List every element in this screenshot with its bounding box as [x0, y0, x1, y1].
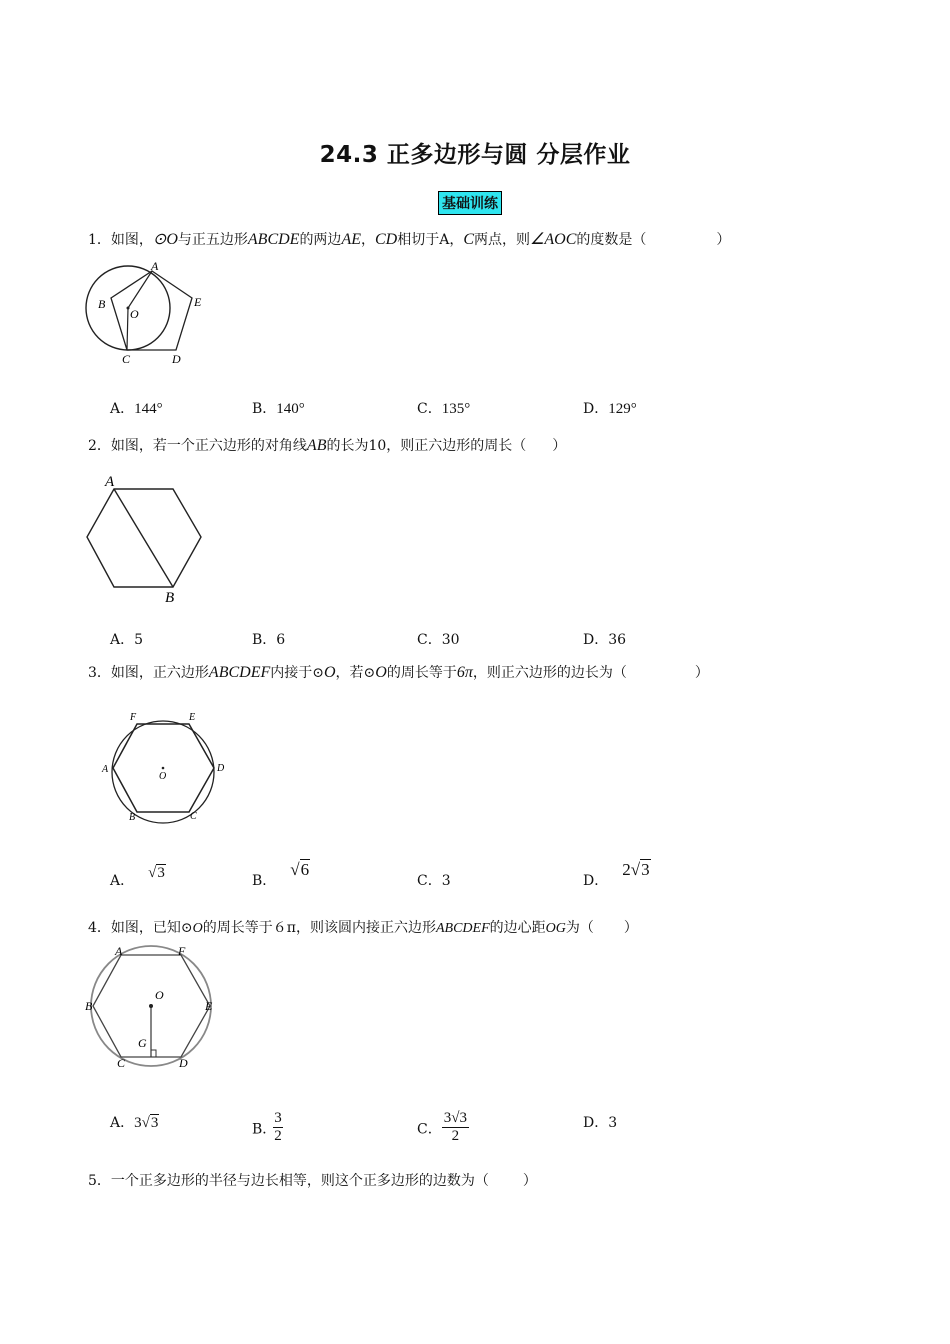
question-number: 4． [88, 920, 111, 936]
fraction-numerator: 3 [274, 1110, 282, 1126]
q-math: ABCDEF [435, 921, 490, 936]
option-letter: C． [417, 632, 442, 648]
option-value: 6 [276, 632, 286, 648]
label-c: C [117, 1056, 126, 1070]
q-text: ） [716, 232, 731, 248]
q-text: 内接于⊙ [270, 665, 324, 681]
option-value [442, 1110, 469, 1145]
option-4c [417, 1112, 469, 1147]
q-math: ∠AOC [530, 231, 577, 248]
diagonal-ab [114, 489, 173, 587]
q-text: ，若⊙ [335, 665, 376, 681]
figure-3 [100, 708, 232, 826]
label-f: F [178, 944, 186, 958]
label-b: B [85, 999, 93, 1013]
label-b: B [165, 590, 175, 606]
option-value: √6 [290, 860, 310, 879]
q-math: CD [374, 231, 398, 248]
option-letter: B． [252, 873, 277, 889]
q-text: 的周长等于 [386, 665, 457, 681]
option-2b [252, 629, 285, 649]
option-4b [252, 1112, 288, 1147]
option-3d [583, 860, 650, 890]
q-text: ） [694, 665, 709, 681]
label-e: E [194, 295, 202, 309]
q-text: 与正五边形 [177, 232, 248, 248]
q-math: O [375, 664, 387, 681]
label-o: O [159, 771, 167, 782]
sqrt-coef: 3 [443, 1110, 452, 1126]
q-text: 一个正多边形的半径与边长相等，则这个正多边形的边数为（ [110, 1173, 489, 1189]
q-text: 如图，若一个正六边形的对角线 [110, 438, 307, 454]
option-letter: C． [417, 401, 442, 417]
right-angle-mark [151, 1050, 156, 1057]
q-text: ） [552, 438, 567, 454]
option-letter: D． [583, 401, 609, 417]
section-tag: 基础训练 [438, 191, 502, 215]
option-letter: D． [583, 1115, 609, 1131]
q-text: 如图，已知⊙ [110, 920, 193, 936]
option-letter: C． [417, 1121, 442, 1138]
q-text: 两点，则 [474, 232, 531, 248]
q-math: OG [545, 921, 566, 936]
label-f: F [130, 712, 137, 723]
option-value [272, 1110, 284, 1145]
option-letter: D． [583, 873, 609, 889]
q-text: 如图，正六边形 [110, 665, 209, 681]
question-5 [88, 1170, 537, 1190]
label-a: A [105, 474, 115, 490]
figure-4 [84, 943, 224, 1071]
option-letter: B． [252, 632, 277, 648]
q-text: ） [623, 920, 638, 936]
q-math: AE [341, 231, 361, 248]
label-o: O [155, 988, 164, 1002]
figure-1 [84, 258, 214, 370]
q-text: 的长为10，则正六边形的周长（ [326, 438, 527, 454]
question-3 [88, 662, 709, 682]
label-c: C [190, 811, 197, 822]
question-number: 3． [88, 665, 111, 681]
center-point [162, 767, 165, 770]
label-e: E [189, 712, 196, 723]
option-value: 5 [134, 632, 144, 648]
option-value: 135° [441, 401, 471, 417]
option-3b [252, 860, 310, 890]
q-text: ，则正六边形的边长为（ [472, 665, 627, 681]
sqrt-radicand: 3 [157, 865, 165, 881]
question-number: 1． [88, 232, 111, 248]
q-text: 的度数是（ [576, 232, 647, 248]
fraction-denominator: 2 [451, 1128, 460, 1144]
option-1c [417, 398, 470, 418]
option-3c [417, 870, 451, 890]
sqrt-radicand: 3 [459, 1110, 467, 1126]
option-letter: A． [110, 1115, 135, 1131]
question-number: 5． [88, 1173, 111, 1189]
page-title: 24.3 正多边形与圆 分层作业 [319, 142, 631, 168]
pentagon [111, 271, 192, 350]
q-math: O [323, 664, 336, 681]
label-o: O [130, 307, 139, 321]
label-c: C [122, 352, 131, 366]
q-math: ABCDEF [208, 664, 271, 681]
option-1d [583, 398, 637, 418]
option-value: 30 [441, 632, 460, 648]
option-value: 144° [134, 401, 163, 417]
radius-oa [128, 271, 152, 308]
sqrt-radicand: 3 [641, 860, 650, 879]
option-letter: A． [110, 632, 135, 648]
option-2c [417, 629, 460, 649]
option-4d [583, 1112, 617, 1132]
center-point [149, 1004, 153, 1008]
sqrt-coef: 2 [622, 860, 631, 879]
q-text: 相切于A， [397, 232, 464, 248]
option-letter: A． [110, 873, 135, 889]
q-math: ⊙O [152, 231, 178, 248]
label-a: A [102, 764, 109, 775]
option-letter: C． [417, 873, 442, 889]
option-value: 140° [276, 401, 305, 417]
label-g: G [138, 1036, 147, 1050]
fraction-denominator: 2 [274, 1128, 282, 1144]
q-math: ABCDE [247, 231, 300, 248]
radius-oc [127, 308, 128, 350]
label-d: D [217, 763, 225, 774]
fraction-numerator: 3√3 [443, 1110, 467, 1126]
label-b: B [129, 812, 136, 823]
label-a: A [115, 944, 123, 958]
q-text: 如图， [110, 232, 153, 248]
q-math: AB [306, 437, 327, 454]
q-text: ） [522, 1173, 537, 1189]
option-value: 2√3 [622, 860, 650, 879]
label-d: D [172, 352, 181, 366]
option-value: 3√3 [134, 1115, 159, 1131]
option-letter: B． [252, 1121, 277, 1138]
option-value: 3 [441, 873, 451, 889]
q-math: 6π [456, 664, 473, 681]
q-text: ， [360, 232, 375, 248]
label-e: E [205, 999, 213, 1013]
option-1a [110, 398, 163, 418]
q-text: 的边心距 [489, 920, 546, 936]
option-1b [252, 398, 305, 418]
q-math: O [192, 921, 203, 936]
question-number: 2． [88, 438, 111, 454]
q-text: 的两边 [299, 232, 342, 248]
option-2d [583, 629, 626, 649]
q-text: 的周长等于６π，则该圆内接正六边形 [202, 920, 436, 936]
option-letter: D． [583, 632, 609, 648]
sqrt-radicand: 3 [150, 1115, 159, 1131]
option-4a [110, 1112, 159, 1132]
figure-2 [84, 470, 209, 606]
question-2 [88, 435, 566, 455]
question-1 [88, 229, 730, 249]
option-letter: B． [252, 401, 277, 417]
option-value: √3 [148, 865, 165, 881]
option-value: 3 [608, 1115, 618, 1131]
option-value: 36 [608, 632, 627, 648]
option-2a [110, 629, 143, 649]
sqrt-radicand: 6 [300, 860, 310, 879]
option-3a [110, 865, 165, 890]
option-letter: A． [110, 401, 135, 417]
label-a: A [151, 259, 159, 273]
label-d: D [179, 1056, 188, 1070]
option-value: 129° [608, 401, 637, 417]
sqrt-coef: 3 [134, 1115, 142, 1131]
q-text: 为（ [565, 920, 594, 936]
label-b: B [98, 297, 106, 311]
q-math: C [463, 231, 475, 248]
question-4 [88, 917, 638, 937]
